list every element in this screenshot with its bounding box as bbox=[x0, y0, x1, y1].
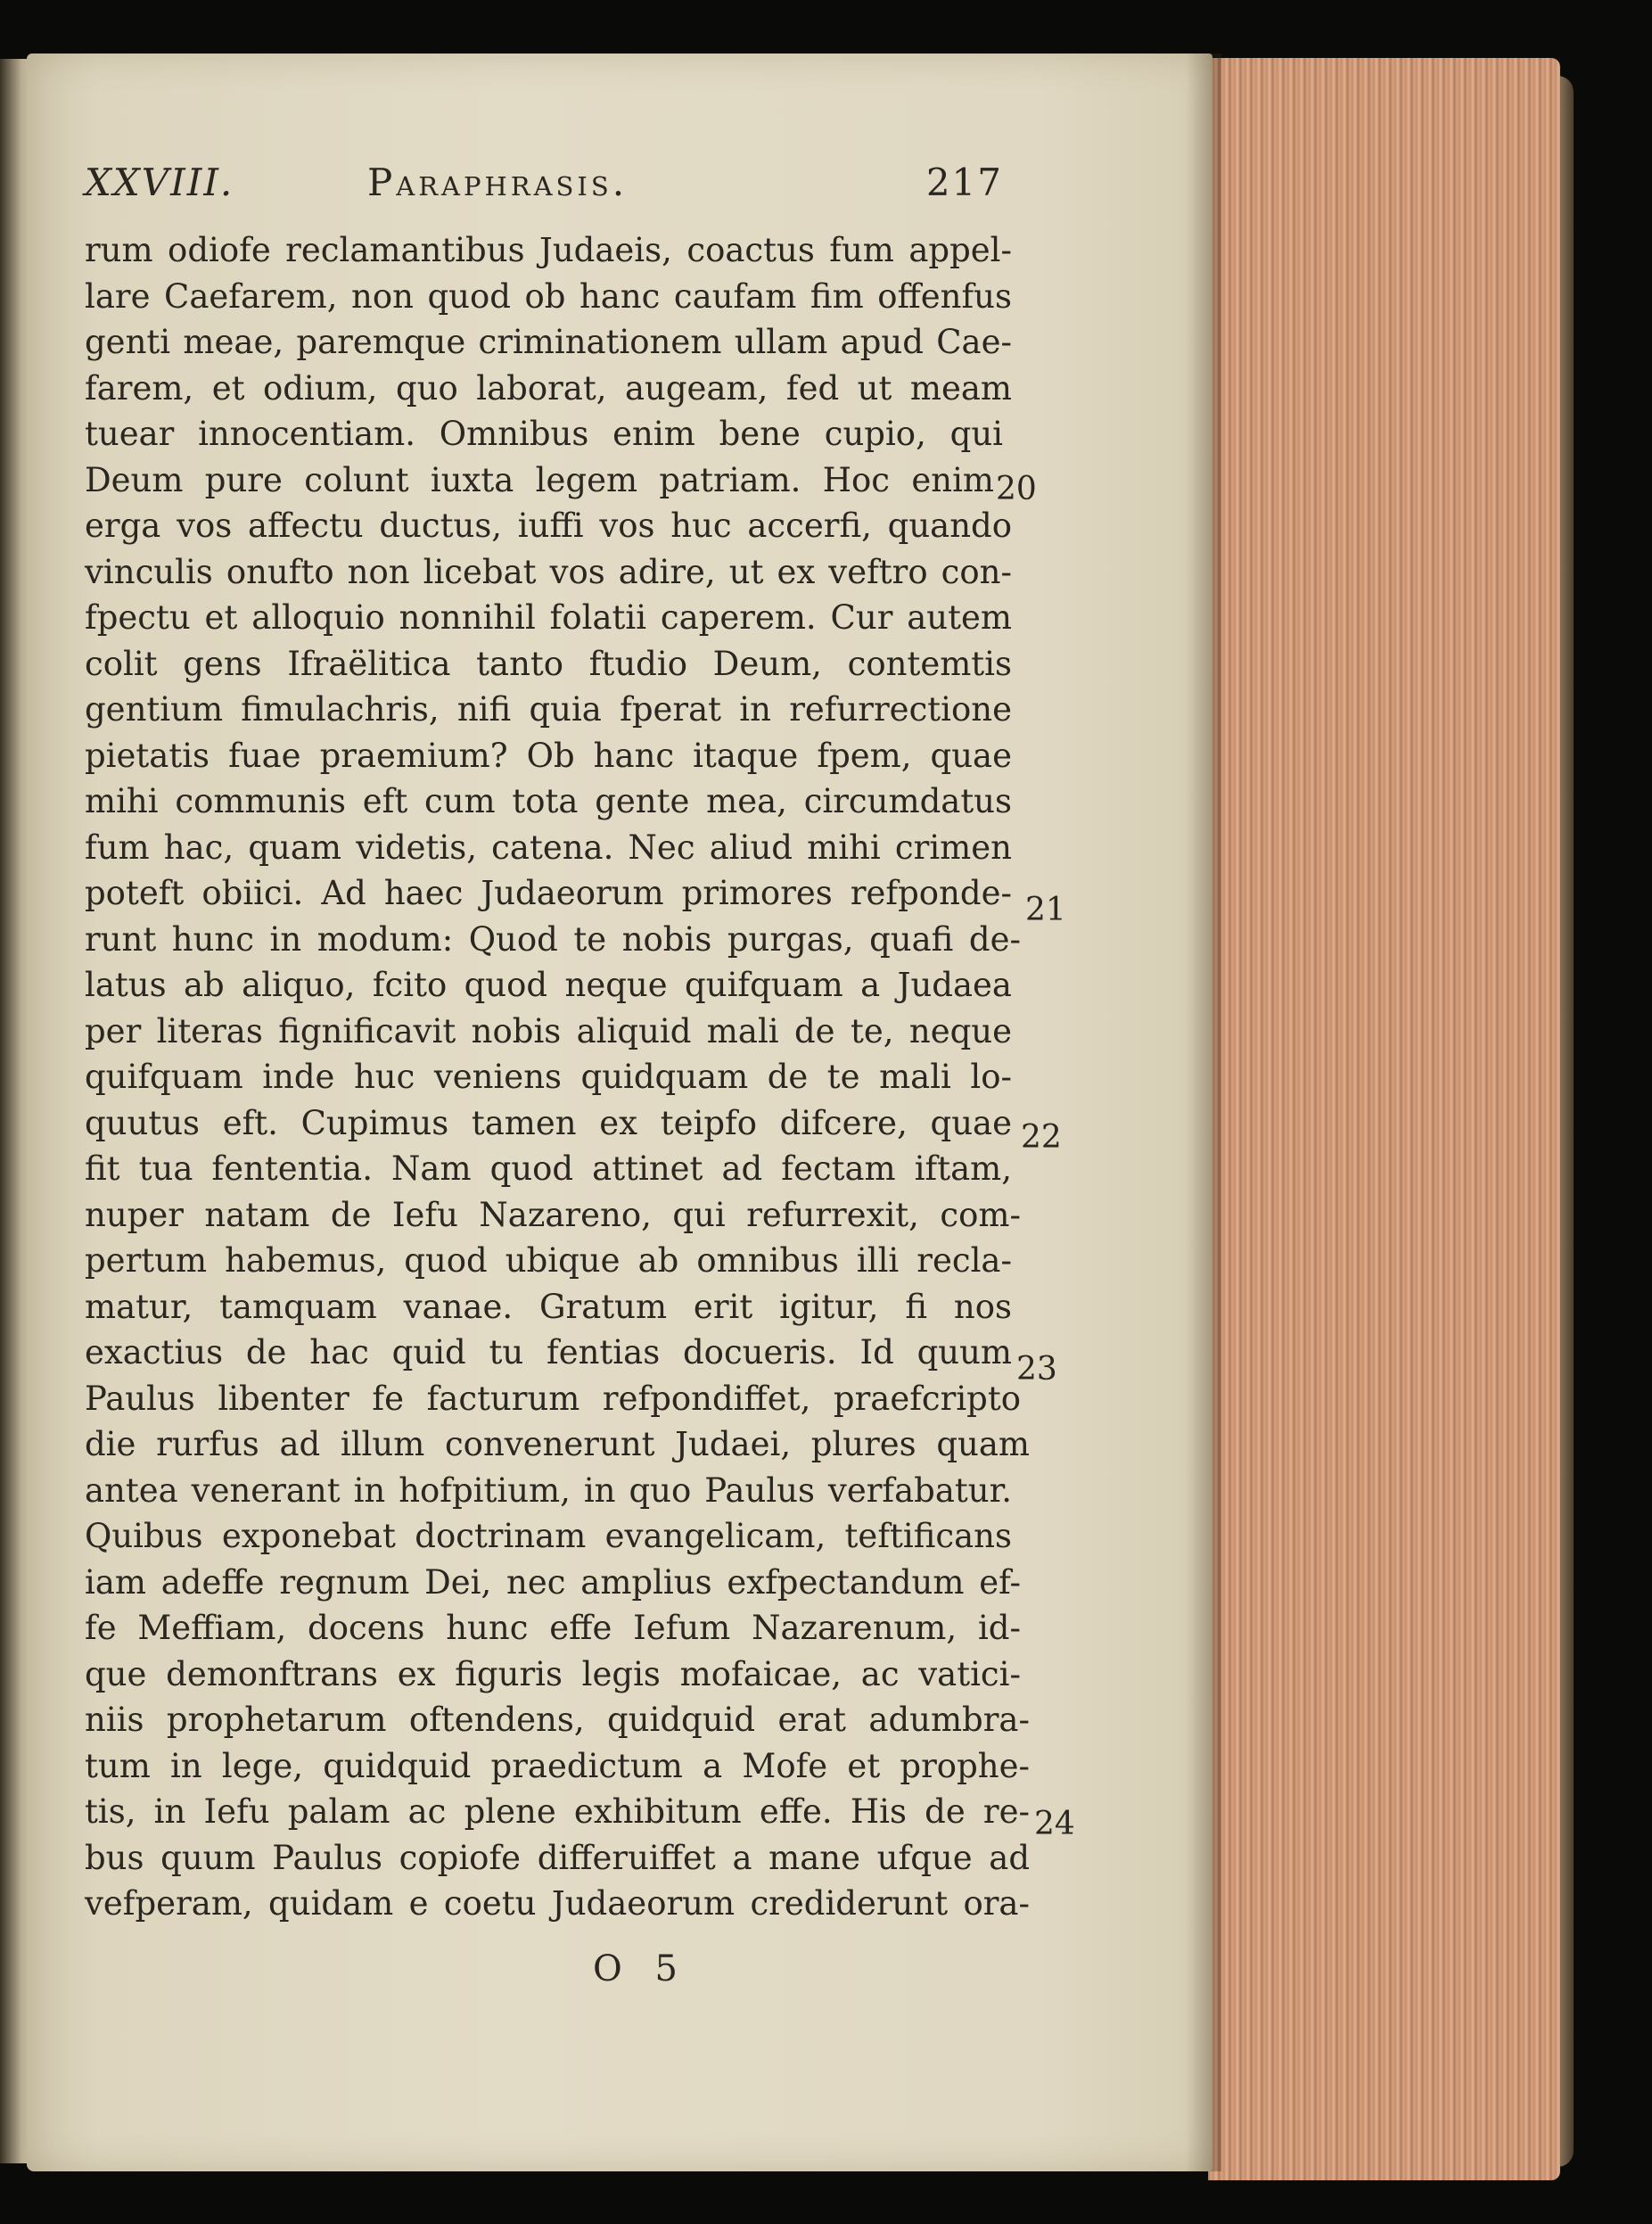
text-line: pertum habemus, quod ubique ab omnibus illi recla- bbox=[85, 1241, 1012, 1280]
text-line: quutus eft. Cupimus tamen ex teipfo difcere, quae bbox=[85, 1103, 1012, 1142]
verse-number: 20 bbox=[996, 471, 1037, 507]
text-line: gentium fimulachris, nifi quia fperat in refurrectione bbox=[85, 690, 1012, 729]
text-line: que demonftrans ex figuris legis mofaicae, ac vatici- bbox=[85, 1654, 1021, 1693]
page-number: 217 bbox=[925, 161, 1003, 204]
text-line: fpectu et alloquio nonnihil folatii caperem. Cur autem bbox=[85, 598, 1012, 637]
text-line: fum hac, quam videtis, catena. Nec aliud mihi crimen bbox=[85, 828, 1012, 867]
text-line: rum odiofe reclamantibus Judaeis, coactus fum appel- bbox=[85, 231, 1012, 269]
text-line: farem, et odium, quo laborat, augeam, fed ut meam bbox=[85, 368, 1012, 408]
text-line: colit gens Ifraëlitica tanto ftudio Deum, contemtis bbox=[85, 644, 1012, 683]
verse-number: 22 bbox=[1021, 1119, 1062, 1156]
text-line: lare Caefarem, non quod ob hanc caufam fim offenfus bbox=[85, 276, 1012, 316]
text-line: mihi communis eft cum tota gente mea, circumdatus bbox=[85, 782, 1012, 820]
text-line: Quibus exponebat doctrinam evangelicam, teftificans bbox=[85, 1517, 1012, 1555]
text-line: latus ab aliquo, fcito quod neque quifquam a Judaea bbox=[85, 966, 1012, 1004]
gutter-shade bbox=[1186, 54, 1221, 2171]
text-line: genti meae, paremque criminationem ullam apud Cae- bbox=[85, 323, 1012, 361]
text-line: die rurfus ad illum convenerunt Judaei, plures quam bbox=[85, 1425, 1030, 1463]
text-line: fe Meffiam, docens hunc effe Iefum Nazarenum, id- bbox=[85, 1609, 1021, 1647]
text-line: tum in lege, quidquid praedictum a Mofe et prophe- bbox=[85, 1746, 1030, 1785]
verse-number: 21 bbox=[1025, 892, 1066, 928]
text-line: matur, tamquam vanae. Gratum erit igitur, fi nos bbox=[85, 1287, 1012, 1326]
text-line: vinculis onufto non licebat vos adire, ut ex veftro con- bbox=[85, 552, 1012, 591]
text-line: erga vos affectu ductus, iuffi vos huc accerfi, quando bbox=[85, 507, 1012, 545]
text-line: vefperam, quidam e coetu Judaeorum crediderunt ora- bbox=[85, 1884, 1030, 1923]
text-line: runt hunc in modum: Quod te nobis purgas, quafi de- bbox=[85, 919, 1021, 959]
text-line: bus quum Paulus copiofe differuiffet a mane ufque ad bbox=[85, 1838, 1030, 1877]
text-line: Paulus libenter fe facturum refpondiffet, praefcripto bbox=[85, 1379, 1021, 1418]
text-line: Deum pure colunt iuxta legem patriam. Hoc enim bbox=[85, 460, 994, 499]
text-line: fit tua fententia. Nam quod attinet ad fectam iftam, bbox=[85, 1149, 1012, 1188]
running-title: Paraphrasis. bbox=[367, 161, 629, 204]
text-line: tuear innocentiam. Omnibus enim bene cupio, qui bbox=[85, 415, 1003, 453]
text-line: tis, in Iefu palam ac plene exhibitum effe. His de re- bbox=[85, 1792, 1030, 1831]
text-line: exactius de hac quid tu fentias docueris. Id quum bbox=[85, 1333, 1012, 1371]
chapter-number: XXVIII. bbox=[85, 161, 234, 204]
text-line: nuper natam de Iefu Nazareno, qui refurrexit, com- bbox=[85, 1195, 1021, 1234]
text-line: pietatis fuae praemium? Ob hanc itaque fpem, quae bbox=[85, 736, 1012, 775]
text-line: antea venerant in hofpitium, in quo Paulus verfabatur. bbox=[85, 1470, 1012, 1510]
text-line: poteft obiici. Ad haec Judaeorum primores refponde- bbox=[85, 874, 1012, 912]
text-line: iam adeffe regnum Dei, nec amplius exfpectandum ef- bbox=[85, 1562, 1021, 1602]
page-fore-edge bbox=[1208, 58, 1560, 2180]
running-head bbox=[85, 161, 1003, 214]
text-line: niis prophetarum oftendens, quidquid erat adumbra- bbox=[85, 1701, 1030, 1739]
verse-number: 24 bbox=[1034, 1806, 1075, 1842]
signature-mark: O 5 bbox=[593, 1948, 688, 1989]
text-line: per literas fignificavit nobis aliquid mali de te, neque bbox=[85, 1011, 1012, 1050]
verse-number: 23 bbox=[1016, 1351, 1057, 1388]
text-line: quifquam inde huc veniens quidquam de te mali lo- bbox=[85, 1058, 1012, 1096]
